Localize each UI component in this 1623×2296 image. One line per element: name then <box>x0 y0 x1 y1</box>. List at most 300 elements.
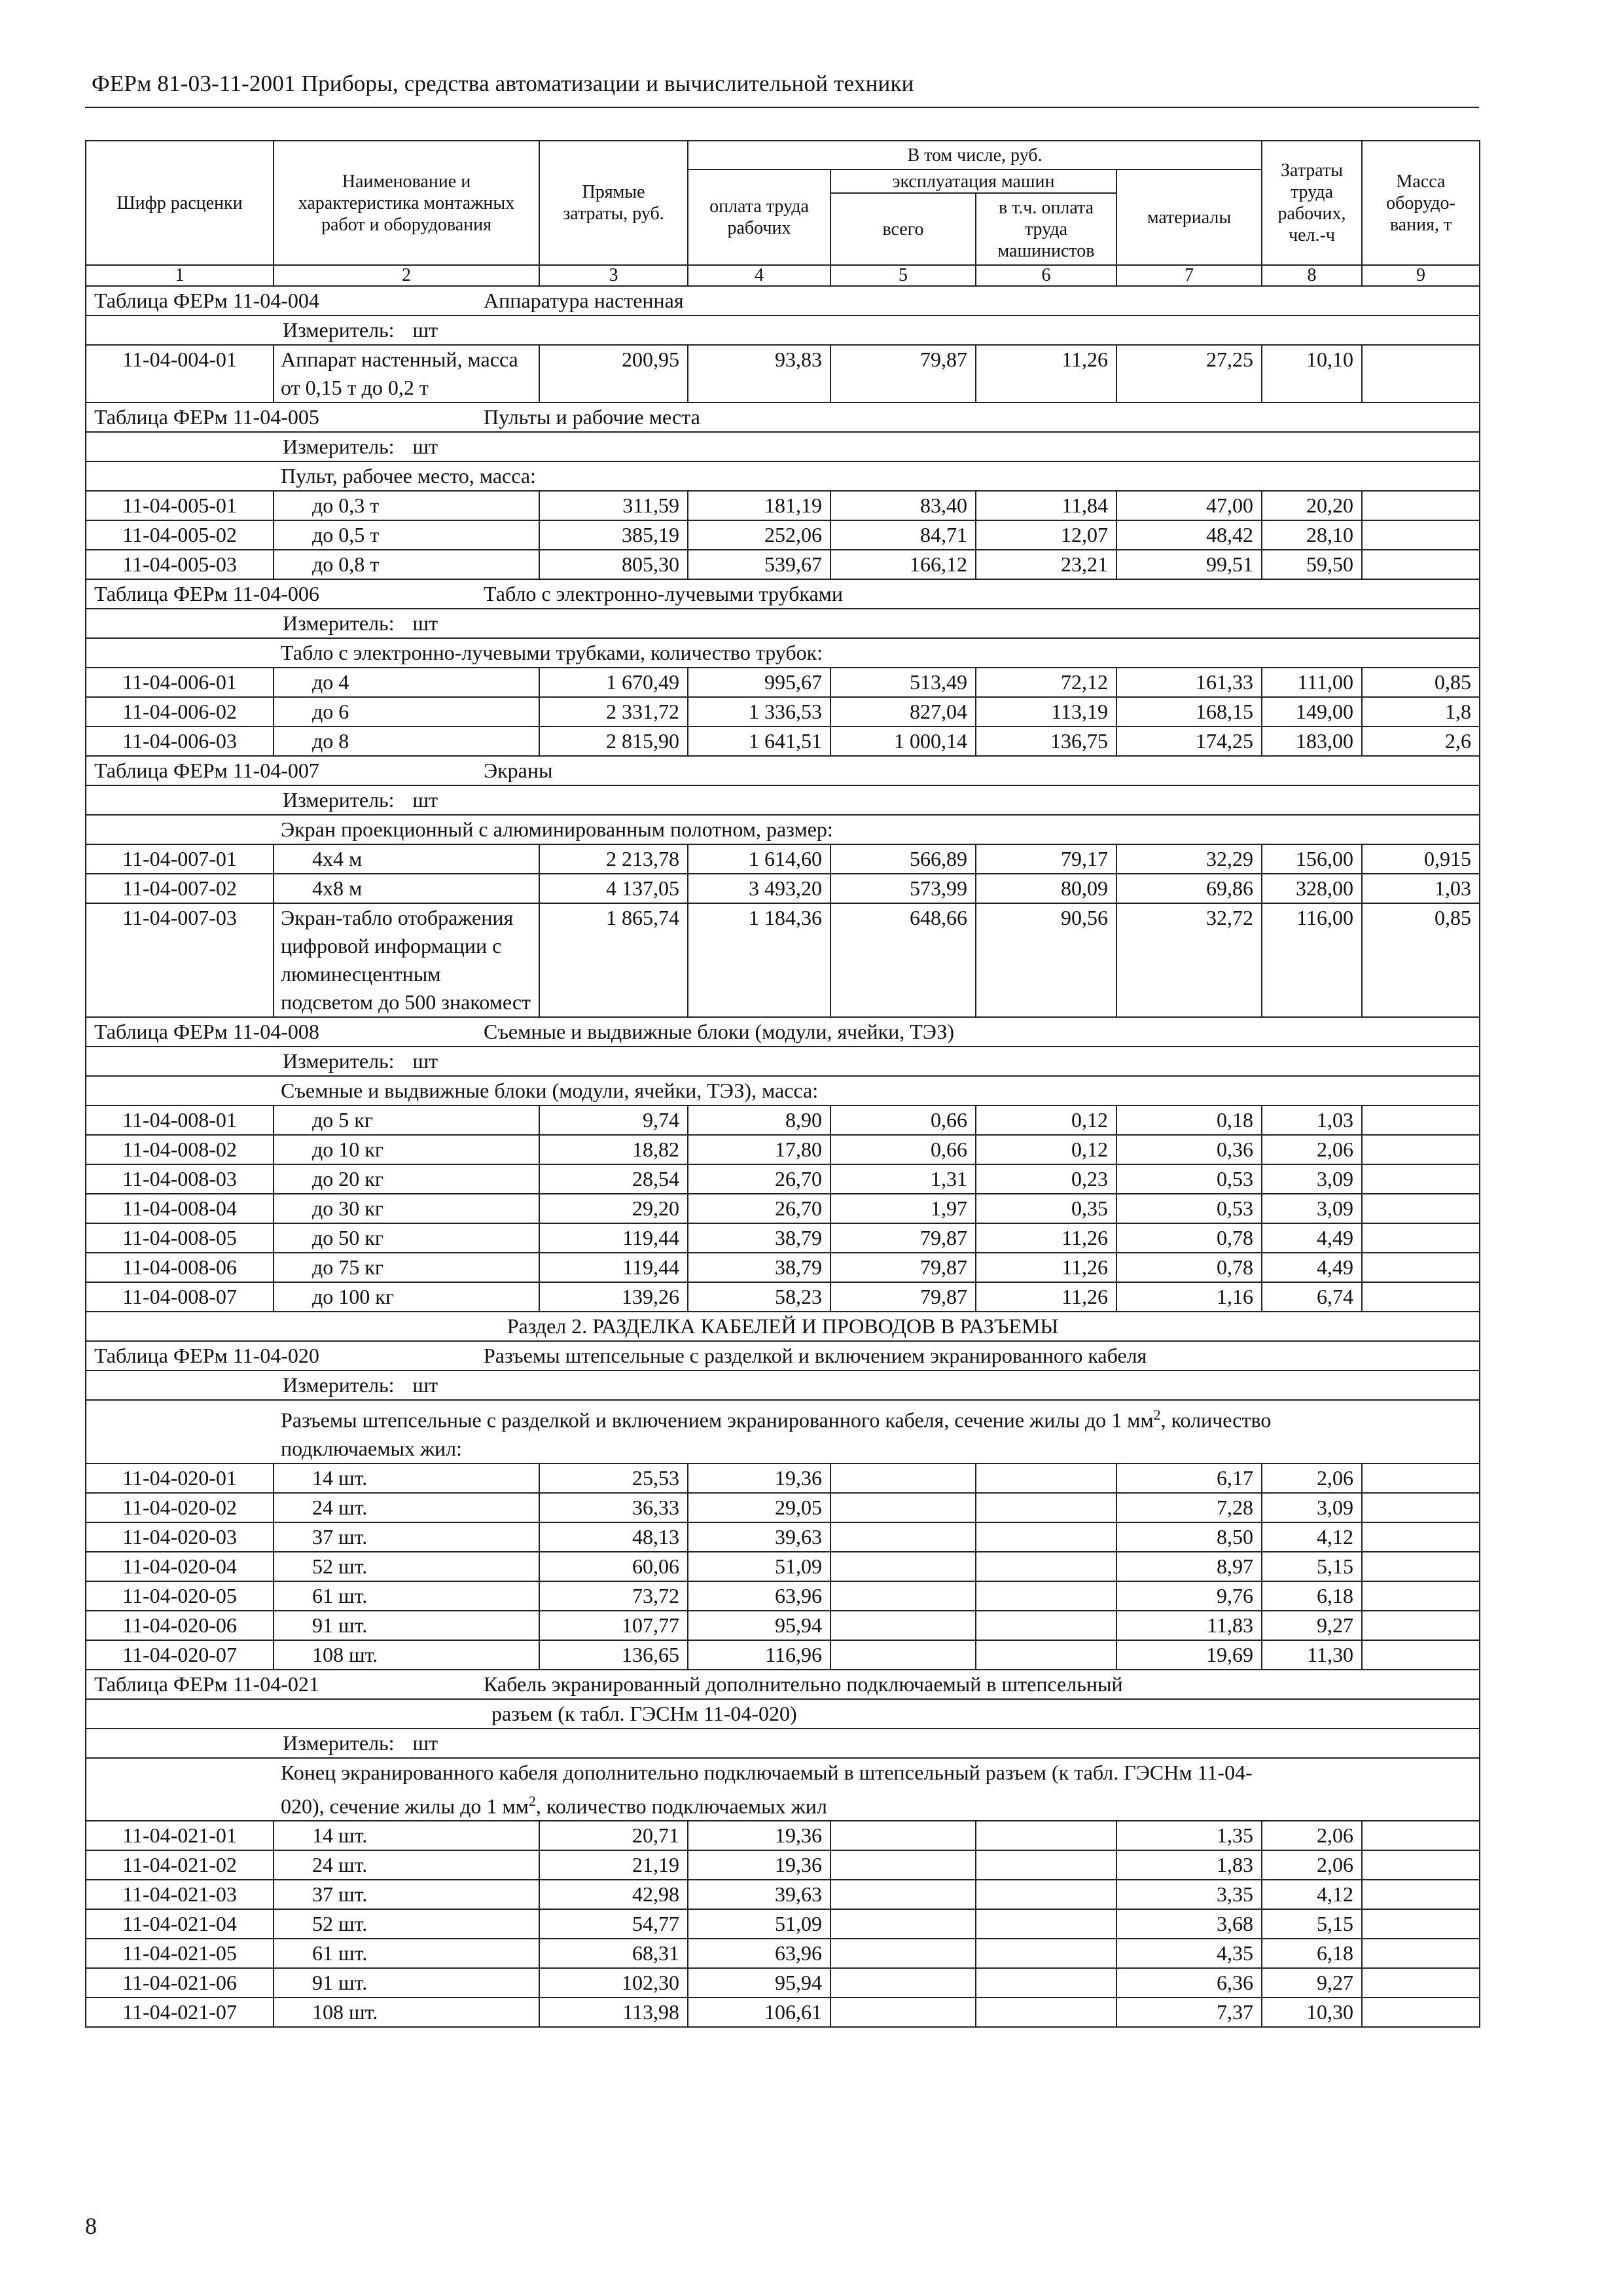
machines-cell <box>830 1522 976 1552</box>
machinists-pay-cell: 0,35 <box>976 1194 1116 1223</box>
materials-cell: 32,29 <box>1116 844 1262 874</box>
measure-unit: шт <box>412 788 438 812</box>
table-name: Аппаратура настенная <box>484 289 684 312</box>
machinists-pay-cell: 23,21 <box>976 550 1116 579</box>
table-body <box>86 286 1480 2027</box>
table-name: Разъемы штепсельные с разделкой и включением экранированного кабеля <box>484 1344 1147 1367</box>
description-row <box>86 638 1480 668</box>
measure-unit: шт <box>412 435 438 458</box>
table-title-cell <box>86 579 1480 609</box>
labor-pay-cell: 39,63 <box>688 1880 830 1909</box>
measure-label: Измеритель: <box>283 1373 395 1397</box>
labor-pay-cell: 106,61 <box>688 1998 830 2027</box>
labor-pay-cell: 1 184,36 <box>688 903 830 1017</box>
mass-cell <box>1362 1223 1480 1253</box>
materials-cell: 1,16 <box>1116 1282 1262 1312</box>
machinists-pay-cell <box>976 1880 1116 1909</box>
table-row <box>86 1552 1480 1581</box>
labor-pay-cell: 995,67 <box>688 668 830 697</box>
mass-cell <box>1362 1939 1480 1968</box>
column-number: 8 <box>1262 265 1362 286</box>
rate-code-cell: 11-04-006-01 <box>86 668 274 697</box>
description-row <box>86 461 1480 491</box>
work-name-cell: 61 шт. <box>274 1581 539 1611</box>
rate-code-cell: 11-04-008-03 <box>86 1164 274 1194</box>
description-row <box>86 1758 1480 1821</box>
measure <box>283 786 438 814</box>
rate-code-cell: 11-04-005-02 <box>86 520 274 550</box>
work-name-cell: 4х8 м <box>274 874 539 903</box>
materials-cell: 7,28 <box>1116 1493 1262 1522</box>
machinists-pay-cell: 11,26 <box>976 1223 1116 1253</box>
labor-hours-cell: 11,30 <box>1262 1640 1362 1670</box>
table-title-cell <box>86 756 1480 785</box>
direct-cost-cell: 48,13 <box>539 1522 688 1552</box>
table-number: Таблица ФЕРм 11-04-020 <box>94 1344 319 1367</box>
machinists-pay-cell <box>976 1821 1116 1850</box>
labor-hours-cell: 1,03 <box>1262 1105 1362 1135</box>
labor-hours-cell: 3,09 <box>1262 1164 1362 1194</box>
table-row <box>86 1282 1480 1312</box>
materials-cell: 0,53 <box>1116 1194 1262 1223</box>
rate-code-cell: 11-04-020-05 <box>86 1581 274 1611</box>
table-row <box>86 697 1480 726</box>
materials-cell: 11,83 <box>1116 1611 1262 1640</box>
table-name: Съемные и выдвижные блоки (модули, ячейки, ТЭЗ) <box>484 1020 954 1043</box>
mass-cell <box>1362 520 1480 550</box>
machines-cell: 166,12 <box>830 550 976 579</box>
machines-cell: 0,66 <box>830 1135 976 1164</box>
table-row <box>86 1194 1480 1223</box>
table-header <box>86 141 1480 286</box>
labor-hours-cell: 156,00 <box>1262 844 1362 874</box>
col-hours-header: Затраты труда рабочих, чел.-ч <box>1262 141 1362 265</box>
page-number: 8 <box>85 2213 97 2239</box>
col-materials-header: материалы <box>1116 170 1262 265</box>
machines-cell: 827,04 <box>830 697 976 726</box>
table-row <box>86 520 1480 550</box>
col-machines-total-header: всего <box>830 193 976 265</box>
rate-code-cell: 11-04-008-01 <box>86 1105 274 1135</box>
work-name-cell: до 75 кг <box>274 1253 539 1282</box>
work-name-cell: 52 шт. <box>274 1909 539 1939</box>
measure-cell <box>86 315 1480 345</box>
machinists-pay-cell <box>976 1611 1116 1640</box>
table-number: Таблица ФЕРм 11-04-004 <box>94 289 319 312</box>
machines-cell <box>830 1821 976 1850</box>
rate-code-cell: 11-04-008-04 <box>86 1194 274 1223</box>
work-name-cell: 37 шт. <box>274 1522 539 1552</box>
labor-hours-cell: 4,12 <box>1262 1522 1362 1552</box>
labor-hours-cell: 183,00 <box>1262 726 1362 756</box>
labor-hours-cell: 2,06 <box>1262 1135 1362 1164</box>
table-row <box>86 1135 1480 1164</box>
mass-cell: 2,6 <box>1362 726 1480 756</box>
machines-cell <box>830 1998 976 2027</box>
table-row <box>86 903 1480 1017</box>
labor-pay-cell: 26,70 <box>688 1194 830 1223</box>
description-row <box>86 1400 1480 1463</box>
column-number: 9 <box>1362 265 1480 286</box>
table-number: Таблица ФЕРм 11-04-021 <box>94 1672 319 1696</box>
machines-cell: 0,66 <box>830 1105 976 1135</box>
machines-cell: 573,99 <box>830 874 976 903</box>
rate-code-cell: 11-04-005-01 <box>86 491 274 520</box>
rate-code-cell: 11-04-020-03 <box>86 1522 274 1552</box>
table-row <box>86 1821 1480 1850</box>
description-text: подключаемых жил: <box>281 1436 463 1460</box>
superscript: 2 <box>528 1792 536 1809</box>
machinists-pay-cell: 90,56 <box>976 903 1116 1017</box>
machines-cell <box>830 1909 976 1939</box>
mass-cell: 0,85 <box>1362 903 1480 1017</box>
table-row <box>86 1939 1480 1968</box>
direct-cost-cell: 311,59 <box>539 491 688 520</box>
measure <box>283 433 438 461</box>
table-title-cell <box>86 286 1480 315</box>
measure-cell <box>86 432 1480 461</box>
direct-cost-cell: 2 331,72 <box>539 697 688 726</box>
rate-code-cell: 11-04-008-07 <box>86 1282 274 1312</box>
measure-row <box>86 785 1480 815</box>
labor-pay-cell: 181,19 <box>688 491 830 520</box>
machines-cell <box>830 1552 976 1581</box>
mass-cell <box>1362 491 1480 520</box>
column-numbers-row <box>86 265 1480 286</box>
direct-cost-cell: 25,53 <box>539 1463 688 1493</box>
machines-cell <box>830 1463 976 1493</box>
measure-label: Измеритель: <box>283 1049 395 1073</box>
materials-cell: 161,33 <box>1116 668 1262 697</box>
direct-cost-cell: 107,77 <box>539 1611 688 1640</box>
machinists-pay-cell <box>976 1909 1116 1939</box>
table-row <box>86 491 1480 520</box>
machinists-pay-cell: 0,23 <box>976 1164 1116 1194</box>
machinists-pay-cell: 79,17 <box>976 844 1116 874</box>
machinists-pay-cell: 11,26 <box>976 1253 1116 1282</box>
measure-row <box>86 1729 1480 1758</box>
table-title-row <box>86 1341 1480 1371</box>
labor-pay-cell: 38,79 <box>688 1223 830 1253</box>
labor-pay-cell: 26,70 <box>688 1164 830 1194</box>
table-row <box>86 345 1480 403</box>
labor-pay-cell: 1 336,53 <box>688 697 830 726</box>
work-name-cell: до 5 кг <box>274 1105 539 1135</box>
mass-cell <box>1362 1194 1480 1223</box>
direct-cost-cell: 139,26 <box>539 1282 688 1312</box>
labor-hours-cell: 5,15 <box>1262 1552 1362 1581</box>
measure-cell <box>86 785 1480 815</box>
labor-pay-cell: 1 641,51 <box>688 726 830 756</box>
labor-hours-cell: 59,50 <box>1262 550 1362 579</box>
labor-pay-cell: 51,09 <box>688 1552 830 1581</box>
rate-code-cell: 11-04-008-02 <box>86 1135 274 1164</box>
labor-pay-cell: 58,23 <box>688 1282 830 1312</box>
materials-cell: 3,35 <box>1116 1880 1262 1909</box>
machinists-pay-cell <box>976 1552 1116 1581</box>
materials-cell: 8,50 <box>1116 1522 1262 1552</box>
labor-hours-cell: 10,10 <box>1262 345 1362 403</box>
materials-cell: 19,69 <box>1116 1640 1262 1670</box>
mass-cell <box>1362 1998 1480 2027</box>
labor-hours-cell: 2,06 <box>1262 1821 1362 1850</box>
description-row <box>86 815 1480 844</box>
machines-cell <box>830 1611 976 1640</box>
labor-hours-cell: 6,18 <box>1262 1939 1362 1968</box>
mass-cell <box>1362 1282 1480 1312</box>
measure-row <box>86 609 1480 638</box>
work-name-cell: 4х4 м <box>274 844 539 874</box>
description-row <box>86 1076 1480 1105</box>
running-header: ФЕРм 81-03-11-2001 Приборы, средства автоматизации и вычислительной техники <box>92 71 914 96</box>
labor-pay-cell: 38,79 <box>688 1253 830 1282</box>
machinists-pay-cell: 11,26 <box>976 345 1116 403</box>
measure-row <box>86 432 1480 461</box>
work-name-cell: 108 шт. <box>274 1640 539 1670</box>
materials-cell: 1,83 <box>1116 1850 1262 1880</box>
rate-code-cell: 11-04-004-01 <box>86 345 274 403</box>
description-cell: Табло с электронно-лучевыми трубками, количество трубок: <box>86 638 1480 668</box>
machinists-pay-cell <box>976 1493 1116 1522</box>
table-row <box>86 1850 1480 1880</box>
direct-cost-cell: 119,44 <box>539 1223 688 1253</box>
labor-hours-cell: 9,27 <box>1262 1611 1362 1640</box>
table-title-cell <box>86 1017 1480 1047</box>
mass-cell <box>1362 1821 1480 1850</box>
table-title-cell <box>86 1341 1480 1371</box>
section-row <box>86 1312 1480 1341</box>
machines-cell: 513,49 <box>830 668 976 697</box>
machines-cell <box>830 1968 976 1998</box>
work-name-cell: 91 шт. <box>274 1968 539 1998</box>
machines-cell <box>830 1581 976 1611</box>
direct-cost-cell: 36,33 <box>539 1493 688 1522</box>
table-title-row <box>86 1670 1480 1699</box>
table-row <box>86 726 1480 756</box>
machinists-pay-cell <box>976 1463 1116 1493</box>
measure-unit: шт <box>412 1731 438 1755</box>
table-row <box>86 1105 1480 1135</box>
column-number: 3 <box>539 265 688 286</box>
work-name-cell: до 50 кг <box>274 1223 539 1253</box>
column-number: 1 <box>86 265 274 286</box>
direct-cost-cell: 805,30 <box>539 550 688 579</box>
rate-code-cell: 11-04-021-07 <box>86 1998 274 2027</box>
rates-table <box>85 140 1480 2028</box>
labor-pay-cell: 19,36 <box>688 1850 830 1880</box>
direct-cost-cell: 21,19 <box>539 1850 688 1880</box>
table-number: Таблица ФЕРм 11-04-007 <box>94 759 319 782</box>
machines-cell: 83,40 <box>830 491 976 520</box>
measure-unit: шт <box>412 1373 438 1397</box>
table-name: Экраны <box>484 759 553 782</box>
work-name-cell: до 0,3 т <box>274 491 539 520</box>
materials-cell: 99,51 <box>1116 550 1262 579</box>
materials-cell: 8,97 <box>1116 1552 1262 1581</box>
materials-cell: 0,78 <box>1116 1253 1262 1282</box>
labor-pay-cell: 95,94 <box>688 1611 830 1640</box>
table-row <box>86 668 1480 697</box>
measure-cell <box>86 1729 1480 1758</box>
work-name-cell: Аппарат настенный, масса от 0,15 т до 0,2 т <box>274 345 539 403</box>
materials-cell: 9,76 <box>1116 1581 1262 1611</box>
rate-code-cell: 11-04-021-06 <box>86 1968 274 1998</box>
table-title-row <box>86 286 1480 315</box>
rate-code-cell: 11-04-021-01 <box>86 1821 274 1850</box>
materials-cell: 6,36 <box>1116 1968 1262 1998</box>
col-including-header: В том числе, руб. <box>688 141 1262 170</box>
column-number: 5 <box>830 265 976 286</box>
labor-pay-cell: 116,96 <box>688 1640 830 1670</box>
mass-cell <box>1362 1135 1480 1164</box>
col-direct-header: Прямые затраты, руб. <box>539 141 688 265</box>
machines-cell: 1 000,14 <box>830 726 976 756</box>
rate-code-cell: 11-04-020-04 <box>86 1552 274 1581</box>
header-rule <box>85 107 1479 108</box>
machines-cell <box>830 1640 976 1670</box>
materials-cell: 0,18 <box>1116 1105 1262 1135</box>
work-name-cell: Экран-табло отображения цифровой информации с люминесцентным подсветом до 500 знакомест <box>274 903 539 1017</box>
measure-unit: шт <box>412 318 438 342</box>
rate-code-cell: 11-04-008-06 <box>86 1253 274 1282</box>
machinists-pay-cell: 113,19 <box>976 697 1116 726</box>
labor-hours-cell: 4,12 <box>1262 1880 1362 1909</box>
description-text: 020), сечение жилы до 1 мм <box>281 1794 529 1818</box>
mass-cell <box>1362 345 1480 403</box>
description-text: Разъемы штепсельные с разделкой и включением экранированного кабеля, сечение жилы до 1 мм <box>281 1408 1154 1432</box>
table-row <box>86 1880 1480 1909</box>
direct-cost-cell: 42,98 <box>539 1880 688 1909</box>
machines-cell <box>830 1939 976 1968</box>
description-text: Конец экранированного кабеля дополнительно подключаемый в штепсельный разъем (к табл. ГЭСНм 11-04- <box>281 1760 1253 1784</box>
machinists-pay-cell <box>976 1581 1116 1611</box>
work-name-cell: 91 шт. <box>274 1611 539 1640</box>
machines-cell: 79,87 <box>830 1282 976 1312</box>
direct-cost-cell: 73,72 <box>539 1581 688 1611</box>
rate-code-cell: 11-04-021-02 <box>86 1850 274 1880</box>
materials-cell: 1,35 <box>1116 1821 1262 1850</box>
machinists-pay-cell: 136,75 <box>976 726 1116 756</box>
col-machines-header: эксплуатация машин <box>830 170 1116 193</box>
mass-cell <box>1362 1105 1480 1135</box>
machines-cell: 79,87 <box>830 345 976 403</box>
direct-cost-cell: 2 815,90 <box>539 726 688 756</box>
work-name-cell: до 30 кг <box>274 1194 539 1223</box>
mass-cell: 1,8 <box>1362 697 1480 726</box>
direct-cost-cell: 200,95 <box>539 345 688 403</box>
column-number: 7 <box>1116 265 1262 286</box>
col-mass-header: Масса оборудо-вания, т <box>1362 141 1480 265</box>
rate-code-cell: 11-04-021-04 <box>86 1909 274 1939</box>
measure-row <box>86 315 1480 345</box>
rate-code-cell: 11-04-021-05 <box>86 1939 274 1968</box>
measure <box>283 1047 438 1075</box>
machines-cell <box>830 1880 976 1909</box>
work-name-cell: 61 шт. <box>274 1939 539 1968</box>
column-number: 2 <box>274 265 539 286</box>
machinists-pay-cell <box>976 1522 1116 1552</box>
materials-cell: 47,00 <box>1116 491 1262 520</box>
materials-cell: 168,15 <box>1116 697 1262 726</box>
rate-code-cell: 11-04-007-01 <box>86 844 274 874</box>
labor-hours-cell: 3,09 <box>1262 1194 1362 1223</box>
table-number: Таблица ФЕРм 11-04-005 <box>94 405 319 429</box>
measure-cell <box>86 609 1480 638</box>
table-title-cell <box>86 1670 1480 1699</box>
work-name-cell: 24 шт. <box>274 1850 539 1880</box>
materials-cell: 4,35 <box>1116 1939 1262 1968</box>
mass-cell <box>1362 1164 1480 1194</box>
rate-code-cell: 11-04-006-03 <box>86 726 274 756</box>
labor-pay-cell: 3 493,20 <box>688 874 830 903</box>
table-row <box>86 1909 1480 1939</box>
direct-cost-cell: 119,44 <box>539 1253 688 1282</box>
materials-cell: 0,53 <box>1116 1164 1262 1194</box>
table-title-cell <box>86 403 1480 432</box>
mass-cell <box>1362 1850 1480 1880</box>
col-labor-header: оплата труда рабочих <box>688 170 830 265</box>
labor-hours-cell: 4,49 <box>1262 1253 1362 1282</box>
table-row <box>86 1640 1480 1670</box>
description-cell <box>86 1758 1480 1821</box>
measure-row <box>86 1371 1480 1400</box>
table-name: Кабель экранированный дополнительно подключаемый в штепсельный <box>484 1672 1123 1696</box>
table-number: Таблица ФЕРм 11-04-006 <box>94 582 319 605</box>
rate-code-cell: 11-04-006-02 <box>86 697 274 726</box>
machinists-pay-cell <box>976 1640 1116 1670</box>
labor-pay-cell: 17,80 <box>688 1135 830 1164</box>
table-title-row <box>86 1017 1480 1047</box>
mass-cell <box>1362 1968 1480 1998</box>
materials-cell: 174,25 <box>1116 726 1262 756</box>
labor-pay-cell: 63,96 <box>688 1581 830 1611</box>
table-row <box>86 550 1480 579</box>
table-row <box>86 1164 1480 1194</box>
mass-cell <box>1362 550 1480 579</box>
measure-label: Измеритель: <box>283 788 395 812</box>
labor-pay-cell: 19,36 <box>688 1821 830 1850</box>
description-cell: Экран проекционный с алюминированным полотном, размер: <box>86 815 1480 844</box>
direct-cost-cell: 136,65 <box>539 1640 688 1670</box>
col-machinists-header: в т.ч. оплата труда машинистов <box>976 193 1116 265</box>
measure <box>283 1371 438 1399</box>
table-title-row <box>86 579 1480 609</box>
mass-cell: 0,85 <box>1362 668 1480 697</box>
labor-pay-cell: 19,36 <box>688 1463 830 1493</box>
work-name-cell: до 6 <box>274 697 539 726</box>
mass-cell <box>1362 1880 1480 1909</box>
measure-cell <box>86 1371 1480 1400</box>
mass-cell <box>1362 1253 1480 1282</box>
work-name-cell: до 8 <box>274 726 539 756</box>
labor-hours-cell: 5,15 <box>1262 1909 1362 1939</box>
mass-cell <box>1362 1640 1480 1670</box>
direct-cost-cell: 20,71 <box>539 1821 688 1850</box>
table-row <box>86 874 1480 903</box>
machines-cell: 79,87 <box>830 1223 976 1253</box>
materials-cell: 0,78 <box>1116 1223 1262 1253</box>
table-name: Табло с электронно-лучевыми трубками <box>484 582 844 605</box>
work-name-cell: до 0,5 т <box>274 520 539 550</box>
measure-label: Измеритель: <box>283 611 395 635</box>
rate-code-cell: 11-04-007-03 <box>86 903 274 1017</box>
section-title: Раздел 2. РАЗДЕЛКА КАБЕЛЕЙ И ПРОВОДОВ В РАЗЪЕМЫ <box>86 1312 1480 1341</box>
rate-code-cell: 11-04-007-02 <box>86 874 274 903</box>
col-name-header: Наименование и характеристика монтажных работ и оборудования <box>274 141 539 265</box>
machinists-pay-cell: 11,84 <box>976 491 1116 520</box>
machines-cell: 648,66 <box>830 903 976 1017</box>
measure-row <box>86 1047 1480 1076</box>
